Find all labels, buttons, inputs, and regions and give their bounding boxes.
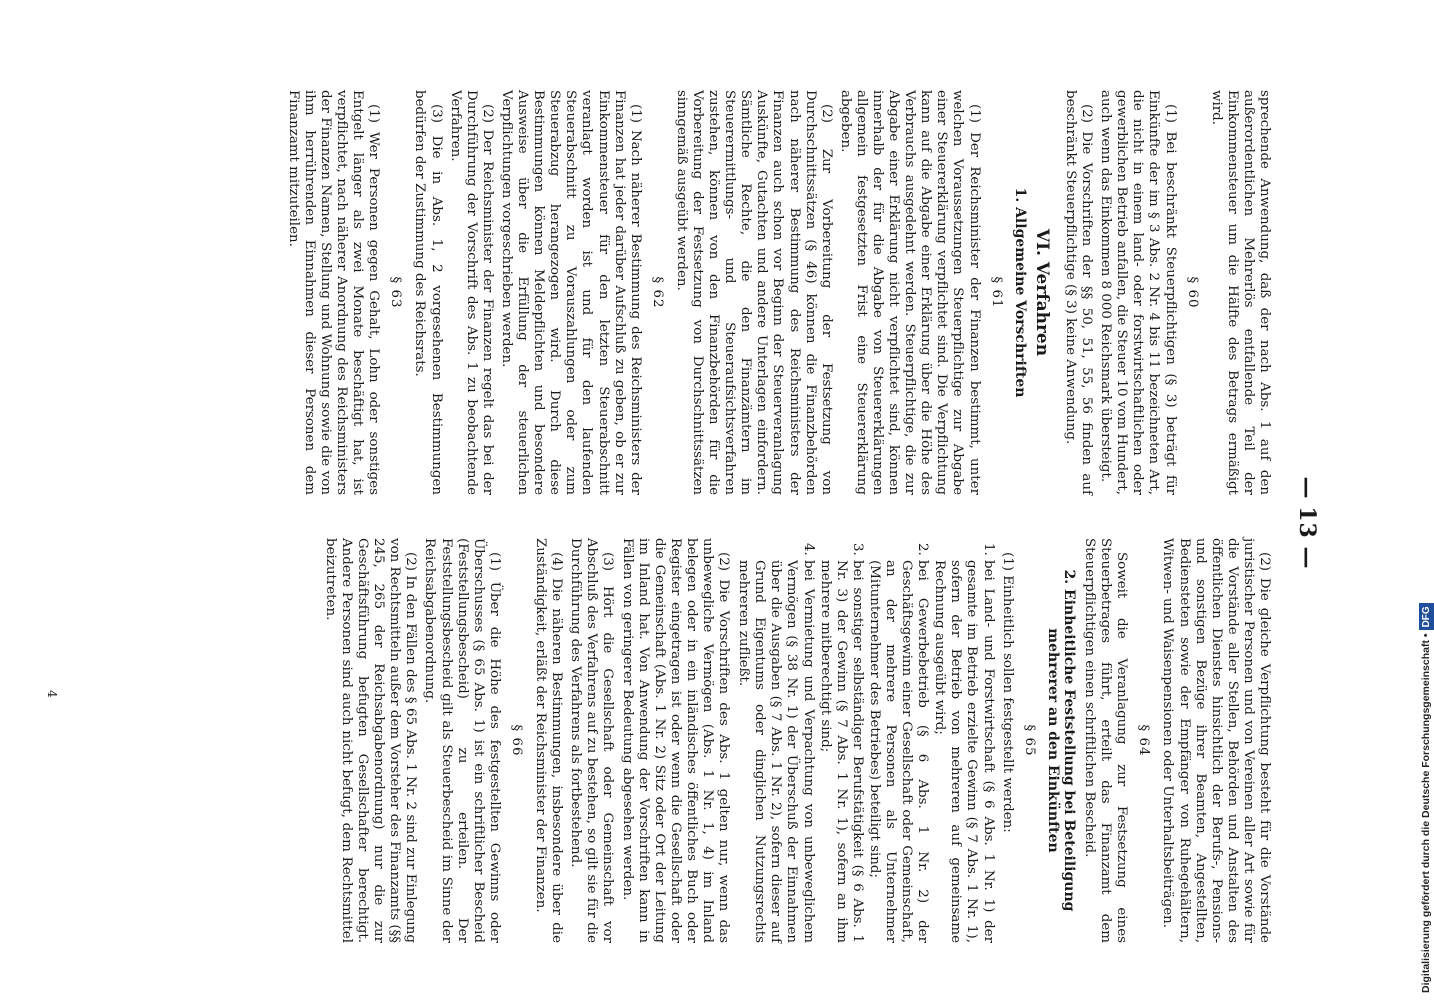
paragraph: (1) Bei beschränkt Steuerpflichtigen (§ 3) beträgt für Einkünfte der im § 3 Abs. 2 Nr. 4 bis 11 bezeichneten Art, die nicht in einem land- oder forstwirtschaftlichen oder gewerblichen Betrieb anfallen, die Steuer 10 vom Hundert, auch wenn das Einkommen 8 000 Reichsmark übersteigt. [1098,90,1178,495]
chapter-heading: VI. Verfahren [1031,228,1052,357]
rotated-page [45,90,1320,955]
subsection-heading: 1. Allgemeine Vorschriften [1011,187,1028,398]
section-heading-61: § 61 [988,276,1004,309]
header-dash-right: — [1294,546,1320,569]
list-item: 1. bei Land- und Forstwirtschaft (§ 6 Abs. 1 Nr. 1) der gesamte im Betrieb erzielte Gewinn (§ 7 Abs. 1 Nr. 1), sofern der Betrieb von mehreren auf gemeinsame Rechnung ausgeübt wird; [931,560,995,943]
section-heading-65: § 65 [1021,724,1037,757]
paragraph: (2) Der Reichsminister der Finanzen regelt das bei der Durchführung der Vorschrift des Abs. 1 zu beobachtende Verfahren. [447,90,495,495]
numbered-list [735,538,996,943]
paragraph: (1) Über die Höhe des festgestellten Gewinns oder Überschusses (§ 65 Abs. 1) ist ein schriftlicher Bescheid (Feststellungsbescheid) zu erteilen. Der Feststellungsbescheid gilt als Steuerbescheid im Sinne der Reichsabgabenordnung. [422,538,502,943]
list-item: 2. bei Gewerbebetrieb (§ 6 Abs. 1 Nr. 2) der Geschäftsgewinn einer Gesellschaft oder Gemeinschaft, an der mehrere Personen als Unternehmer (Mitunternehmer des Betriebes) beteiligt sind; [866,560,930,943]
paragraph: (2) In den Fällen des § 65 Abs. 1 Nr. 2 sind zur Einlegung von Rechtsmitteln außer dem Vorsteher des Finanzamts (§§ 245, 265 der Reichsabgabenordnung) nur die zur Geschäftsführung befugten Gesellschafter berechtigt. Andere Personen sind auch nicht befugt, dem Rechtsmittel beizutreten. [322,538,419,943]
paragraph: (2) Die gleiche Verpflichtung besteht für die Vorstände juristischer Personen und von Vereinen aller Art sowie für die Vorstände aller Stellen, Behörden und Anstalten des öffentlichen Dienstes hinsichtlich der Berufs-, Pensions- und sonstigen Bezüge ihrer Beamten, Angestellten, Bediensteten sowie der Empfänger von Ruhegehältern, Witwen- und Waisenpensionen oder Unterhaltsbeiträgen. [1160,538,1272,943]
left-column [282,90,1272,495]
paragraph: (3) Die in Abs. 1, 2 vorgesehenen Bestimmungen bedürfen der Zustimmung des Reichsrats. [412,90,444,495]
page-number: 13 [1294,506,1320,539]
header-dash-left: — [1294,476,1320,499]
paragraph: (1) Nach näherer Bestimmung des Reichsministers der Finanzen hat jeder darüber Aufschluß zu geben, ob er zur Einkommensteuer für den letzten Steuerabschnitt veranlagt worden ist und für den laufenden Steuerabschnitt zu Vorauszahlungen oder zum Steuerabzug herangezogen wird. Durch diese Bestimmungen können Meldepflichten und besondere Ausweise über die Erfüllung der steuerlichen Verpflichtungen vorgeschrieben werden. [498,90,643,495]
section-heading-66: § 66 [508,724,524,757]
section-heading-62: § 62 [649,276,665,309]
footer-page-number: 4 [45,690,59,698]
list-item: 3. bei sonstiger selbständiger Berufstätigkeit (§ 6 Abs. 1 Nr. 3) der Gewinn (§ 7 Abs. 1 Nr. 1), sofern an ihm mehrere mitberechtigt sind; [817,560,865,943]
paragraph: (1) Wer Personen gegen Gehalt, Lohn oder sonstiges Entgelt länger als zwei Monate beschäftigt hat, ist verpflichtet, nach näherer Anordnung des Reichsministers der Finanzen Namen, Stellung und Wohnung sowie die von ihm herrührenden Einnahmen dieser Personen dem Finanzamt mitzuteilen. [285,90,382,495]
list-item: 4. bei Vermietung und Verpachtung von unbeweglichem Vermögen (§ 38 Nr. 1) der Überschuß der Einnahmen über die Ausgaben (§ 7 Abs. 1 Nr. 2), sofern dieser auf Grund Eigentums oder dinglichen Nutzungsrechts mehreren zufließt. [735,560,815,943]
dfg-logo: DFG [1419,603,1434,630]
digitization-credit [1418,8,1434,993]
page-header [1280,90,1320,955]
subsection-heading: 2. Einheitliche Feststellung bei Beteiligung mehrerer an den Einkünften [1044,569,1077,912]
paragraph: (1) Der Reichsminister der Finanzen bestimmt, unter welchen Voraussetzungen Steuerpflichtige zur Abgabe einer Steuererklärung verpflichtet sind. Die Verpflichtung kann auf die Abgabe einer Erklärung über die Höhe des Verbrauchs ausgedehnt werden. Steuerpflichtige, die zur Abgabe einer Erklärung nicht verpflichtet sind, können innerhalb der für die Abgabe von Steuererklärungen allgemein festgesetzten Frist eine Steuererklärung abgeben. [837,90,982,495]
paragraph: sprechende Anwendung, daß der nach Abs. 1 auf den außerordentlichen Mehrerlös entfallende Teil der Einkommensteuer um die Hälfte des Betrags ermäßigt wird. [1208,90,1272,495]
right-column [319,538,1272,943]
section-heading-60: § 60 [1184,276,1200,309]
paragraph: Soweit die Veranlagung zur Festsetzung eines Steuerbetrages führt, erteilt das Finanzamt dem Steuerpflichtigen einen schriftlichen Bescheid. [1082,538,1130,943]
credit-text: Digitalisierung gefördert durch die Deutsche Forschungsgemeinschaft • [1420,633,1432,993]
paragraph: (1) Einheitlich sollen festgestellt werden: [999,552,1015,833]
section-heading-63: § 63 [388,276,404,309]
paragraph: (2) Die Vorschriften der §§ 50, 51, 55, 56 finden auf beschränkt Steuerpflichtige (§ 3) keine Anwendung. [1062,90,1095,495]
paragraph: (3) Hört die Gesellschaft oder Gemeinschaft vor Abschluß des Verfahrens auf zu bestehen, so gilt sie für die Durchführung des Verfahrens als fortbestehend. [568,538,616,943]
paragraph: (4) Die näheren Bestimmungen, insbesondere über die Zuständigkeit, erläßt der Reichsminister der Finanzen. [533,538,565,943]
paragraph: (2) Zur Vorbereitung der Festsetzung von Durchschnittssätzen (§ 46) können die Finanzbehörden nach näherer Bestimmung des Reichsministers der Finanzen auch schon vor Beginn der Steuerveranlagung Auskünfte, Gutachten und andere Unterlagen einfordern. Sämtliche Rechte, die den Finanzämtern im Steuerermittlungs- und Steueraufsichtsverfahren zustehen, können von den Finanzbehörden für die Vorbereitung der Festsetzung von Durchschnittssätzen sinngemäß ausgeübt werden. [673,90,834,495]
section-heading-64: § 64 [1136,724,1152,757]
paragraph: (2) Die Vorschriften des Abs. 1 gelten nur, wenn das unbewegliche Vermögen (Abs. 1 Nr. 1, 4) im Inland belegen oder in ein inländisches öffentliches Buch oder Register eingetragen ist oder wenn die Gesellschaft oder die Gemeinschaft (Abs. 1 Nr. 2) Sitz oder Ort der Leitung im Inland hat. Von Anwendung der Vorschriften kann in Fällen von geringerer Bedeutung abgesehen werden. [619,538,732,943]
